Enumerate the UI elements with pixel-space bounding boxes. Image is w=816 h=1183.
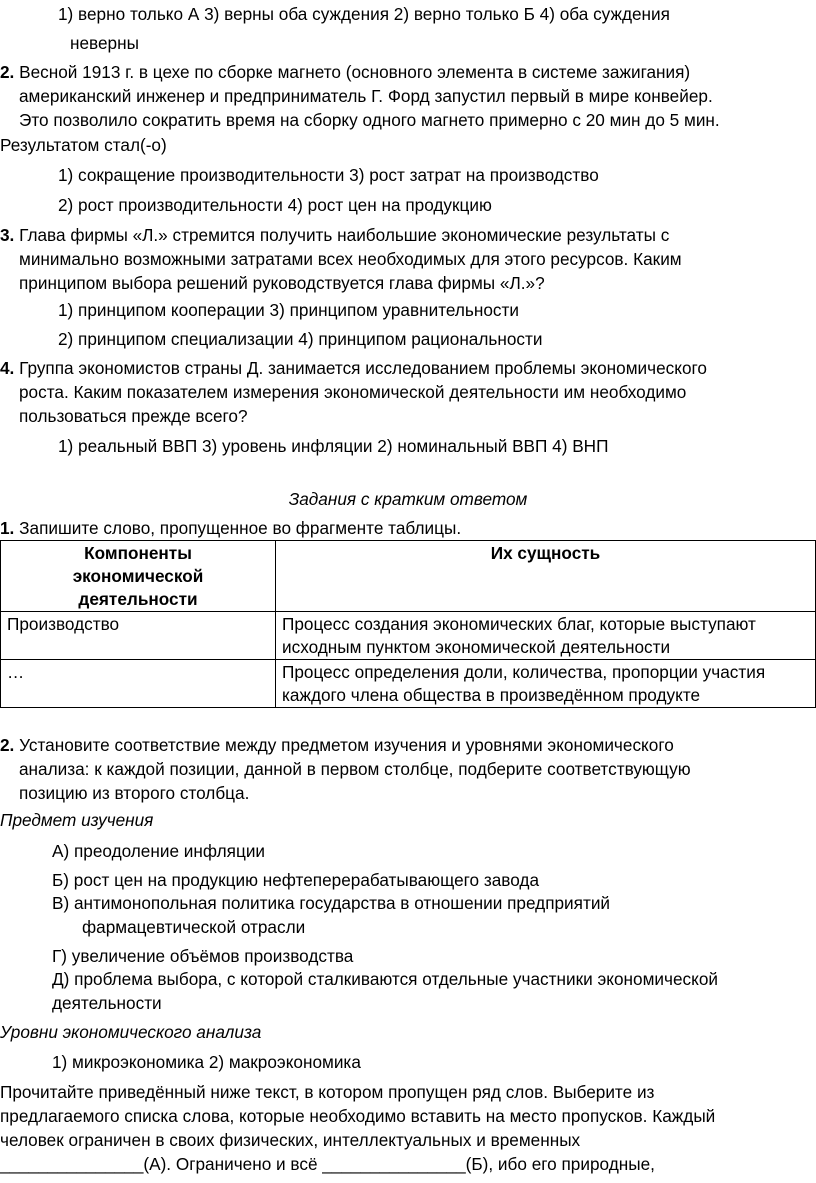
table-cell-missing-word: … xyxy=(1,660,276,708)
levels-heading: Уровни экономического анализа xyxy=(0,1022,262,1042)
table-header-essence: Их сущность xyxy=(276,541,816,612)
table-row xyxy=(1,660,816,708)
question-text: Группа экономистов страны Д. занимается исследованием проблемы экономического xyxy=(19,358,707,378)
task-2 xyxy=(0,733,674,757)
t2-text-line-2: анализа: к каждой позиции, данной в первом столбце, подберите соответствующую xyxy=(19,759,691,779)
table-cell: Процесс создания экономических благ, которые выступают исходным пунктом экономической деятельности xyxy=(276,612,816,660)
table-header-row xyxy=(1,541,816,612)
t3-text-line-3: человек ограничен в своих физических, интеллектуальных и временных xyxy=(0,1130,581,1150)
section-heading: Задания с кратким ответом xyxy=(288,489,528,509)
question-4 xyxy=(0,356,707,380)
table-row xyxy=(1,612,816,660)
q3-option-line-2: 2) принципом специализации 4) принципом рациональности xyxy=(58,329,543,349)
levels-options: 1) микроэкономика 2) макроэкономика xyxy=(52,1052,361,1072)
task-number: 2. xyxy=(0,735,15,755)
subject-heading: Предмет изучения xyxy=(0,810,154,830)
q2-option-line-1: 1) сокращение производительности 3) рост затрат на производство xyxy=(58,165,599,185)
subject-item-g: Г) увеличение объёмов производства xyxy=(52,946,354,966)
q4-option-line-1: 1) реальный ВВП 3) уровень инфляции 2) номинальный ВВП 4) ВНП xyxy=(58,436,609,456)
question-number: 4. xyxy=(0,358,15,378)
t3-text-line-2: предлагаемого списка слова, которые необходимо вставить на место пропусков. Каждый xyxy=(0,1106,716,1126)
subject-item-v: В) антимонопольная политика государства в отношении предприятий xyxy=(52,893,611,913)
task-1 xyxy=(0,516,461,540)
question-text: Весной 1913 г. в цехе по сборке магнето (основного элемента в системе зажигания) xyxy=(19,62,691,82)
question-number: 3. xyxy=(0,225,15,245)
q1-options-line-2: неверны xyxy=(70,33,139,53)
q1-options-line-1: 1) верно только А 3) верны оба суждения 2) верно только Б 4) оба суждения xyxy=(58,4,670,24)
components-table xyxy=(0,540,816,708)
subject-item-a: А) преодоление инфляции xyxy=(52,841,266,861)
table-cell: Процесс определения доли, количества, пропорции участия каждого члена общества в произведённом продукте xyxy=(276,660,816,708)
task-text: Запишите слово, пропущенное во фрагменте таблицы. xyxy=(19,518,462,538)
q2-option-line-2: 2) рост производительности 4) рост цен на продукцию xyxy=(58,195,492,215)
subject-item-b: Б) рост цен на продукцию нефтеперерабатывающего завода xyxy=(52,870,540,890)
q2-text-line-4: Результатом стал(-о) xyxy=(0,135,167,155)
q3-option-line-1: 1) принципом кооперации 3) принципом уравнительности xyxy=(58,300,519,320)
q2-text-line-2: американский инженер и предприниматель Г. Форд запустил первый в мире конвейер. xyxy=(19,86,713,106)
q3-text-line-2: минимально возможными затратами всех необходимых для этого ресурсов. Каким xyxy=(19,249,682,269)
question-number: 2. xyxy=(0,62,15,82)
q4-text-line-2: роста. Каким показателем измерения экономической деятельности им необходимо xyxy=(19,382,687,402)
question-3 xyxy=(0,223,669,247)
t3-text-line-4: _______________(А). Ограничено и всё _______________(Б), ибо его природные, xyxy=(0,1154,655,1174)
task-number: 1. xyxy=(0,518,15,538)
table-header-components: Компоненты экономической деятельности xyxy=(1,541,276,612)
q2-text-line-3: Это позволило сократить время на сборку одного магнето примерно с 20 мин до 5 мин. xyxy=(19,110,720,130)
question-text: Глава фирмы «Л.» стремится получить наибольшие экономические результаты с xyxy=(19,225,670,245)
subject-item-d-cont: деятельности xyxy=(52,993,162,1013)
t2-text-line-3: позицию из второго столбца. xyxy=(19,783,250,803)
question-2 xyxy=(0,60,690,84)
q3-text-line-3: принципом выбора решений руководствуется глава фирмы «Л.»? xyxy=(19,273,545,293)
table-cell: Производство xyxy=(1,612,276,660)
subject-item-v-cont: фармацевтической отрасли xyxy=(82,917,306,937)
t3-text-line-1: Прочитайте приведённый ниже текст, в котором пропущен ряд слов. Выберите из xyxy=(0,1082,655,1102)
subject-item-d: Д) проблема выбора, с которой сталкиваются отдельные участники экономической xyxy=(52,969,718,989)
q4-text-line-3: пользоваться прежде всего? xyxy=(19,406,248,426)
task-text: Установите соответствие между предметом изучения и уровнями экономического xyxy=(19,735,674,755)
